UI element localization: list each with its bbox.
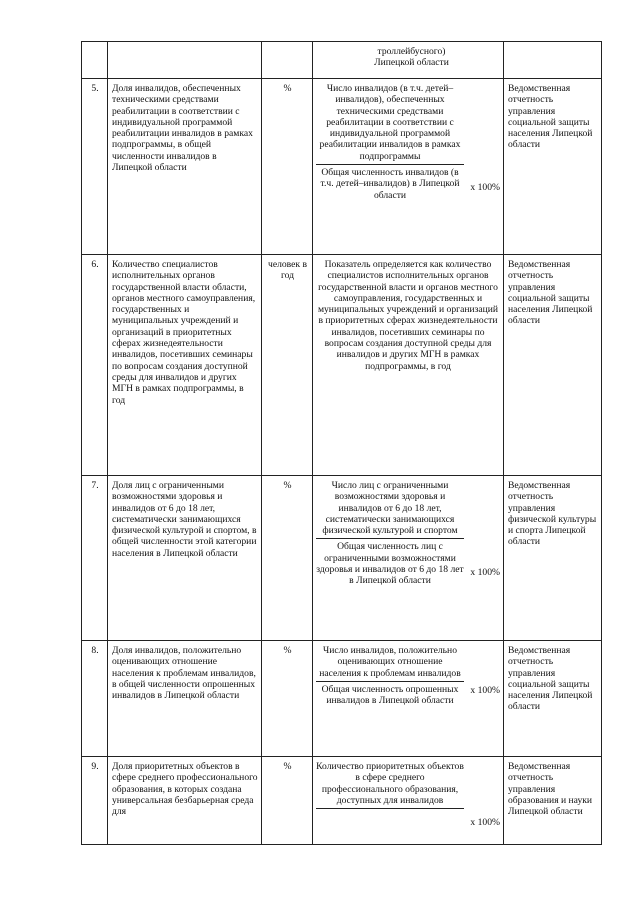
numerator: Число лиц с ограниченными возможностями здоровья и инвалидов от 6 до 18 лет, систематически занимающихся физической культурой и спортом [322, 480, 458, 537]
document-page [81, 41, 601, 845]
row-number [82, 42, 108, 79]
table-row [82, 476, 602, 641]
fraction [316, 761, 500, 828]
table-row [82, 757, 602, 845]
fraction-line [316, 164, 464, 165]
data-source: Ведомственная отчетность управления социальной защиты населения Липецкой области [504, 641, 602, 757]
indicator-name: Доля приоритетных объектов в сфере среднего профессионального образования, в которых создана универсальная безбарьерная среда для [108, 757, 262, 845]
denominator: Общая численность опрошенных инвалидов в Липецкой области [321, 683, 459, 707]
indicator-name: Доля инвалидов, обеспеченных техническими средствами реабилитации в соответствии с индивидуальной программой реабилитации инвалидов в рамках подпрограммы, в общей численности инвалидов в Липецкой области [108, 79, 262, 255]
formula-text: Показатель определяется как количество специалистов исполнительных органов государственной власти и органов местного самоуправления, государственных и муниципальных учреждений и организаций в приоритетных сферах жизнедеятельности инвалидов, посетивших семинары по вопросам создания доступной среды для инвалидов и других МГН в рамках подпрограммы, в год [313, 255, 504, 476]
numerator: Число инвалидов (в т.ч. детей–инвалидов), обеспеченных техническими средствами реабилитации в соответствии с индивидуальной программой реабилитации инвалидов в рамках подпрограммы [319, 83, 461, 162]
multiplier: x 100% [470, 817, 500, 828]
fraction [316, 645, 500, 706]
indicator-name [108, 42, 262, 79]
data-source: Ведомственная отчетность управления физической культуры и спорта Липецкой области [504, 476, 602, 641]
row-number: 5. [82, 79, 108, 255]
formula-text: троллейбусного) Липецкой области [313, 42, 504, 79]
fraction-line [316, 681, 464, 682]
numerator: Число инвалидов, положительно оценивающих отношение населения к проблемам инвалидов [319, 645, 461, 679]
table-row [82, 641, 602, 757]
data-source [504, 42, 602, 79]
indicators-table [81, 41, 602, 845]
multiplier: x 100% [470, 182, 500, 193]
row-number: 9. [82, 757, 108, 845]
unit: % [262, 476, 313, 641]
row-number: 7. [82, 476, 108, 641]
indicator-name: Доля лиц с ограниченными возможностями здоровья и инвалидов от 6 до 18 лет, систематически занимающихся физической культурой и спортом, в общей численности этой категории населения в Липецкой области [108, 476, 262, 641]
formula [313, 79, 504, 255]
unit: % [262, 757, 313, 845]
formula [313, 641, 504, 757]
unit [262, 42, 313, 79]
fraction [316, 83, 500, 201]
indicator-name: Количество специалистов исполнительных органов государственной власти области, органов местного самоуправления, государственных и муниципальных учреждений и организаций в приоритетных сферах жизнедеятельности инвалидов, посетивших семинары по вопросам создания доступной среды для инвалидов и других МГН в рамках подпрограммы, в год [108, 255, 262, 476]
data-source: Ведомственная отчетность управления социальной защиты населения Липецкой области [504, 79, 602, 255]
multiplier: x 100% [470, 685, 500, 696]
data-source: Ведомственная отчетность управления социальной защиты населения Липецкой области [504, 255, 602, 476]
table-row [82, 42, 602, 79]
numerator: Количество приоритетных объектов в сфере среднего профессионального образования, доступных для инвалидов [316, 761, 464, 806]
data-source: Ведомственная отчетность управления образования и науки Липецкой области [504, 757, 602, 845]
row-number: 8. [82, 641, 108, 757]
row-number: 6. [82, 255, 108, 476]
unit: % [262, 79, 313, 255]
fraction-line [316, 808, 464, 809]
unit: человек в год [262, 255, 313, 476]
indicator-name: Доля инвалидов, положительно оценивающих отношение населения к проблемам инвалидов, в общей численности опрошенных инвалидов в Липецкой области [108, 641, 262, 757]
fraction [316, 480, 500, 587]
formula [313, 757, 504, 845]
denominator: Общая численность лиц с ограниченными возможностями здоровья и инвалидов от 6 до 18 лет в Липецкой области [316, 541, 464, 587]
fraction-line [316, 538, 464, 539]
multiplier: x 100% [470, 567, 500, 578]
denominator: Общая численность инвалидов (в т.ч. детей–инвалидов) в Липецкой области [320, 167, 460, 201]
unit: % [262, 641, 313, 757]
table-row [82, 79, 602, 255]
formula [313, 476, 504, 641]
table-row [82, 255, 602, 476]
